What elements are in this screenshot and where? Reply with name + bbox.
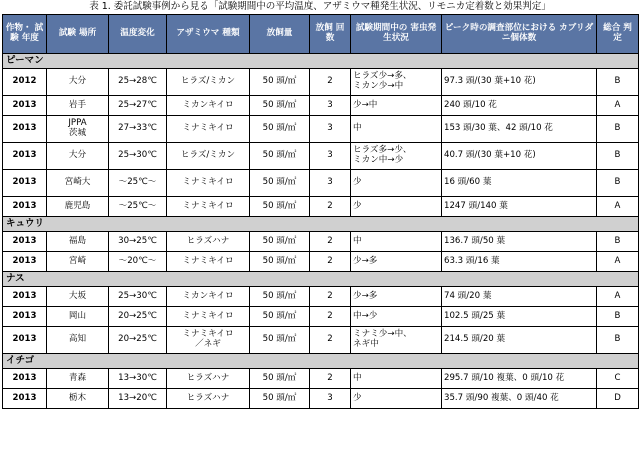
header-grade: 総合 判定 (597, 15, 639, 54)
cell-temp: 25→30℃ (109, 287, 167, 307)
table-row (3, 389, 639, 409)
cell-year: 2012 (3, 69, 47, 96)
cell-pest: 中 (351, 369, 442, 389)
cell-grade: B (597, 307, 639, 327)
cell-amount: 50 頭/㎡ (250, 389, 310, 409)
cell-grade: B (597, 143, 639, 170)
cell-times: 2 (310, 69, 351, 96)
cell-temp: 25→28℃ (109, 69, 167, 96)
cell-temp: 13→20℃ (109, 389, 167, 409)
cell-species: ミナミキイロ (167, 197, 250, 217)
cell-amount: 50 頭/㎡ (250, 327, 310, 354)
cell-amount: 50 頭/㎡ (250, 287, 310, 307)
cell-times: 3 (310, 389, 351, 409)
cell-year: 2013 (3, 327, 47, 354)
cell-species: ヒラズハナ (167, 232, 250, 252)
section-row (3, 217, 639, 232)
cell-year: 2013 (3, 369, 47, 389)
cell-times: 2 (310, 287, 351, 307)
cell-pest: 少→多 (351, 252, 442, 272)
cell-place: 岡山 (47, 307, 109, 327)
cell-grade: C (597, 369, 639, 389)
cell-count: 40.7 頭/(30 葉+10 花) (442, 143, 597, 170)
cell-year: 2013 (3, 170, 47, 197)
cell-temp: 25→30℃ (109, 143, 167, 170)
cell-species: ミナミキイロ (167, 116, 250, 143)
cell-count: 1247 頭/140 葉 (442, 197, 597, 217)
header-pest: 試験期間中の 害虫発生状況 (351, 15, 442, 54)
cell-count: 214.5 頭/20 葉 (442, 327, 597, 354)
cell-grade: A (597, 96, 639, 116)
header-year: 作物・ 試験 年度 (3, 15, 47, 54)
cell-place: 大坂 (47, 287, 109, 307)
cell-place: 青森 (47, 369, 109, 389)
cell-count: 16 頭/60 葉 (442, 170, 597, 197)
cell-count: 153 頭/30 葉、42 頭/10 花 (442, 116, 597, 143)
cell-amount: 50 頭/㎡ (250, 170, 310, 197)
cell-year: 2013 (3, 197, 47, 217)
results-table (2, 14, 639, 409)
table-row (3, 96, 639, 116)
cell-place: 栃木 (47, 389, 109, 409)
cell-grade: B (597, 69, 639, 96)
cell-pest: 少 (351, 389, 442, 409)
cell-amount: 50 頭/㎡ (250, 197, 310, 217)
cell-grade: B (597, 327, 639, 354)
cell-grade: D (597, 389, 639, 409)
table-caption: 表 1. 委託試験事例から見る「試験期間中の平均温度、アザミウマ種発生状況、リモニカ定着数と効果判定」 (89, 1, 551, 12)
cell-year: 2013 (3, 143, 47, 170)
cell-year: 2013 (3, 252, 47, 272)
header-times: 放飼 回数 (310, 15, 351, 54)
cell-pest: ミナミ少→中、 ネギ中 (351, 327, 442, 354)
section-label: イチゴ (3, 354, 639, 369)
cell-times: 2 (310, 232, 351, 252)
cell-amount: 50 頭/㎡ (250, 307, 310, 327)
cell-amount: 50 頭/㎡ (250, 252, 310, 272)
table-row (3, 116, 639, 143)
cell-year: 2013 (3, 287, 47, 307)
cell-species: ヒラズハナ (167, 389, 250, 409)
cell-grade: A (597, 197, 639, 217)
cell-temp: 20→25℃ (109, 327, 167, 354)
section-label: キュウリ (3, 217, 639, 232)
cell-amount: 50 頭/㎡ (250, 96, 310, 116)
cell-count: 240 頭/10 花 (442, 96, 597, 116)
cell-place: 岩手 (47, 96, 109, 116)
cell-times: 3 (310, 170, 351, 197)
cell-year: 2013 (3, 116, 47, 143)
cell-times: 3 (310, 116, 351, 143)
cell-place: JPPA 茨城 (47, 116, 109, 143)
cell-amount: 50 頭/㎡ (250, 116, 310, 143)
section-label: ナス (3, 272, 639, 287)
cell-place: 高知 (47, 327, 109, 354)
cell-species: ヒラズ/ミカン (167, 69, 250, 96)
cell-species: ミカンキイロ (167, 287, 250, 307)
cell-times: 2 (310, 307, 351, 327)
cell-temp: 30→25℃ (109, 232, 167, 252)
table-row (3, 69, 639, 96)
cell-species: ヒラズハナ (167, 369, 250, 389)
table-row (3, 170, 639, 197)
cell-species: ヒラズ/ミカン (167, 143, 250, 170)
cell-count: 63.3 頭/16 葉 (442, 252, 597, 272)
cell-times: 2 (310, 252, 351, 272)
cell-pest: 中 (351, 232, 442, 252)
cell-count: 136.7 頭/50 葉 (442, 232, 597, 252)
table-row (3, 197, 639, 217)
header-count: ピーク時の調査部位における カブリダニ個体数 (442, 15, 597, 54)
cell-temp: ～20℃～ (109, 252, 167, 272)
cell-place: 大分 (47, 69, 109, 96)
cell-count: 295.7 頭/10 複葉、0 頭/10 花 (442, 369, 597, 389)
cell-times: 3 (310, 96, 351, 116)
cell-pest: 少 (351, 170, 442, 197)
table-row (3, 307, 639, 327)
cell-species: ミナミキイロ (167, 170, 250, 197)
cell-species: ミナミキイロ ／ネギ (167, 327, 250, 354)
cell-temp: 13→30℃ (109, 369, 167, 389)
header-species: アザミウマ 種類 (167, 15, 250, 54)
cell-pest: 少→多 (351, 287, 442, 307)
cell-place: 宮崎 (47, 252, 109, 272)
cell-amount: 50 頭/㎡ (250, 369, 310, 389)
cell-temp: 27→33℃ (109, 116, 167, 143)
header-temp: 温度変化 (109, 15, 167, 54)
cell-year: 2013 (3, 232, 47, 252)
cell-place: 福島 (47, 232, 109, 252)
cell-grade: B (597, 232, 639, 252)
cell-count: 35.7 頭/90 複葉、0 頭/40 花 (442, 389, 597, 409)
cell-times: 2 (310, 197, 351, 217)
cell-grade: B (597, 170, 639, 197)
cell-pest: 少→中 (351, 96, 442, 116)
cell-amount: 50 頭/㎡ (250, 232, 310, 252)
section-row (3, 354, 639, 369)
section-row (3, 54, 639, 69)
table-row (3, 369, 639, 389)
cell-temp: 25→27℃ (109, 96, 167, 116)
table-row (3, 232, 639, 252)
cell-place: 宮崎大 (47, 170, 109, 197)
cell-species: ミナミキイロ (167, 252, 250, 272)
table-row (3, 287, 639, 307)
cell-temp: ～25℃～ (109, 197, 167, 217)
table-row (3, 143, 639, 170)
section-label: ピーマン (3, 54, 639, 69)
cell-temp: 20→25℃ (109, 307, 167, 327)
cell-count: 102.5 頭/25 葉 (442, 307, 597, 327)
cell-grade: B (597, 116, 639, 143)
cell-grade: A (597, 252, 639, 272)
cell-times: 2 (310, 369, 351, 389)
cell-pest: 少 (351, 197, 442, 217)
header-row (3, 15, 639, 54)
cell-year: 2013 (3, 307, 47, 327)
cell-year: 2013 (3, 96, 47, 116)
cell-amount: 50 頭/㎡ (250, 69, 310, 96)
cell-grade: A (597, 287, 639, 307)
cell-temp: ～25℃～ (109, 170, 167, 197)
cell-times: 2 (310, 327, 351, 354)
header-place: 試験 場所 (47, 15, 109, 54)
cell-pest: ヒラズ少→多、 ミカン少→中 (351, 69, 442, 96)
cell-count: 97.3 頭/(30 葉+10 花) (442, 69, 597, 96)
cell-place: 鹿児島 (47, 197, 109, 217)
cell-place: 大分 (47, 143, 109, 170)
cell-count: 74 頭/20 葉 (442, 287, 597, 307)
table-body (3, 54, 639, 409)
cell-pest: 中 (351, 116, 442, 143)
table-row (3, 327, 639, 354)
header-amount: 放飼量 (250, 15, 310, 54)
cell-amount: 50 頭/㎡ (250, 143, 310, 170)
cell-pest: 中→少 (351, 307, 442, 327)
cell-times: 3 (310, 143, 351, 170)
section-row (3, 272, 639, 287)
cell-pest: ヒラズ多→少、 ミカン中→少 (351, 143, 442, 170)
table-row (3, 252, 639, 272)
cell-year: 2013 (3, 389, 47, 409)
cell-species: ミカンキイロ (167, 96, 250, 116)
cell-species: ミナミキイロ (167, 307, 250, 327)
